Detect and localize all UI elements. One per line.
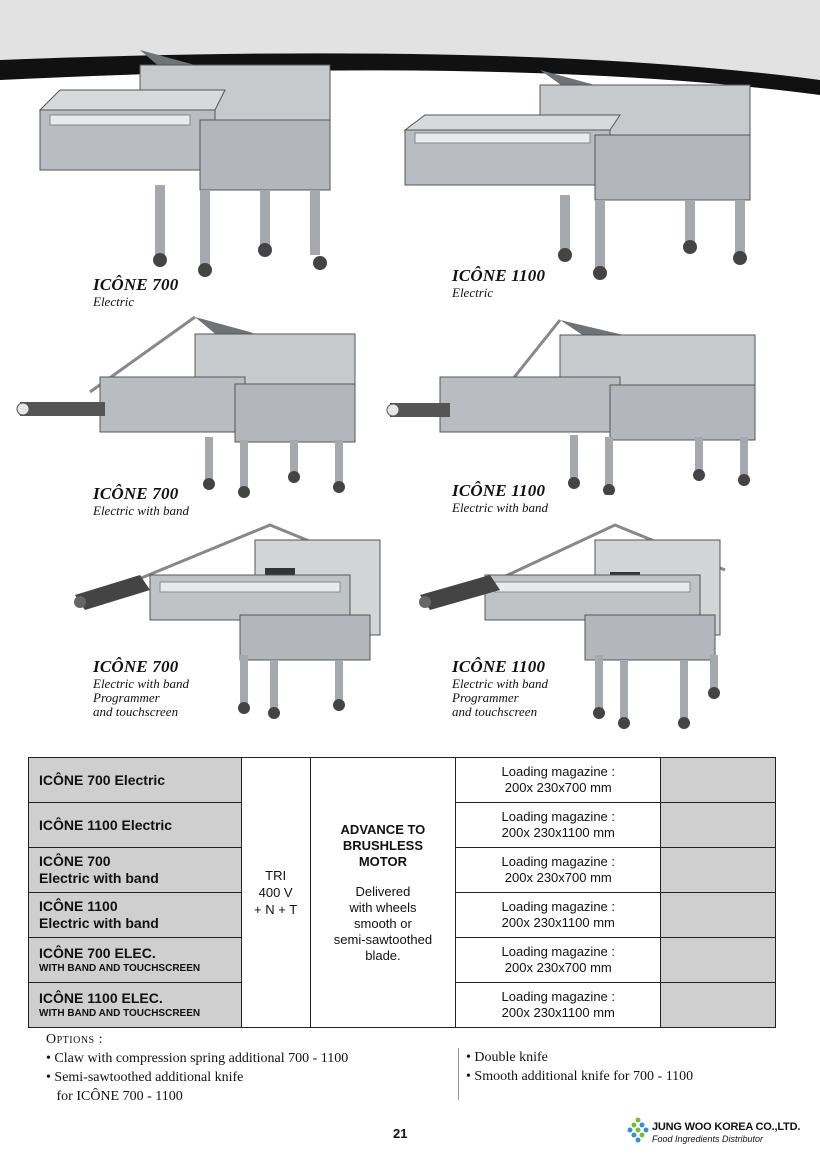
product-caption <box>452 657 548 719</box>
blank-cell <box>661 983 776 1028</box>
product-desc: Electric with band <box>93 676 190 691</box>
company-tagline: Food Ingredients Distributor <box>652 1134 764 1144</box>
magazine-label: Loading magazine : <box>501 944 616 959</box>
product-image-icone-700-band <box>15 312 360 502</box>
product-desc: and touchscreen <box>93 704 179 719</box>
blank-cell <box>661 848 776 893</box>
magazine-size: 200x 230x1100 mm <box>501 1005 615 1020</box>
logo-mark-icon <box>626 1117 650 1143</box>
product-desc: Electric <box>93 294 135 309</box>
product-desc: Electric with band <box>93 503 190 518</box>
motor-heading <box>311 822 455 870</box>
model-name: ICÔNE 700 Electric <box>39 771 166 788</box>
product-name: ICÔNE 1100 <box>452 657 546 676</box>
magazine-cell <box>456 983 661 1028</box>
blank-cell <box>661 938 776 983</box>
model-name-cell <box>29 983 242 1028</box>
magazine-cell <box>456 938 661 983</box>
options-divider <box>458 1048 459 1100</box>
model-name-cell <box>29 803 242 848</box>
company-name: JUNG WOO KOREA CO.,LTD. <box>652 1121 801 1133</box>
model-name: ICÔNE 1100 Electric <box>39 816 173 833</box>
product-desc: and touchscreen <box>452 704 538 719</box>
product-name: ICÔNE 700 <box>93 275 179 294</box>
magazine-size: 200x 230x1100 mm <box>501 915 615 930</box>
power-line: 400 V <box>258 885 293 900</box>
magazine-label: Loading magazine : <box>501 764 616 779</box>
model-name: ICÔNE 700 ELEC. <box>39 945 156 961</box>
product-desc: Programmer <box>93 690 160 705</box>
power-line: + N + T <box>254 902 298 917</box>
magazine-label: Loading magazine : <box>501 809 616 824</box>
options-left <box>46 1030 348 1106</box>
model-name: ICÔNE 700 <box>39 853 111 869</box>
magazine-size: 200x 230x1100 mm <box>501 825 615 840</box>
motor-text-line: Delivered <box>355 883 411 899</box>
product-caption <box>452 266 545 300</box>
option-item: • Semi-sawtoothed additional knife <box>46 1070 244 1085</box>
product-desc: Electric with band <box>452 500 549 515</box>
magazine-label: Loading magazine : <box>501 989 616 1004</box>
motor-heading-line: MOTOR <box>358 853 407 869</box>
model-name-cell <box>29 938 242 983</box>
product-caption <box>93 657 189 719</box>
motor-text-line: blade. <box>365 947 401 963</box>
model-name-cell <box>29 758 242 803</box>
motor-text-line: semi-sawtoothed <box>333 931 433 947</box>
product-desc: Electric with band <box>452 676 549 691</box>
model-name: ICÔNE 1100 <box>39 898 118 914</box>
magazine-size: 200x 230x700 mm <box>504 780 612 795</box>
spec-table <box>28 757 776 1028</box>
motor-text-line: smooth or <box>354 915 412 931</box>
product-caption <box>93 484 189 518</box>
product-name: ICÔNE 700 <box>93 484 179 503</box>
product-image-icone-1100-electric <box>400 65 760 285</box>
motor-heading-line: ADVANCE TO <box>340 821 426 837</box>
magazine-cell <box>456 758 661 803</box>
option-item: • Smooth additional knife for 700 - 1100 <box>466 1069 694 1084</box>
model-name-cell <box>29 893 242 938</box>
model-name-cell <box>29 848 242 893</box>
option-item: • Double knife <box>466 1050 548 1065</box>
model-name: ICÔNE 1100 ELEC. <box>39 990 163 1006</box>
company-logo <box>626 1117 801 1148</box>
power-line: TRI <box>265 868 287 883</box>
product-caption <box>93 275 178 309</box>
motor-heading-line: BRUSHLESS <box>342 837 424 853</box>
motor-text-line: with wheels <box>349 899 417 915</box>
motor-cell <box>310 758 455 1028</box>
model-sub: WITH BAND AND TOUCHSCREEN <box>39 1008 201 1019</box>
magazine-cell <box>456 848 661 893</box>
model-sub: Electric with band <box>39 915 159 931</box>
options-right <box>466 1048 693 1086</box>
magazine-size: 200x 230x700 mm <box>504 870 612 885</box>
magazine-label: Loading magazine : <box>501 854 616 869</box>
blank-cell <box>661 893 776 938</box>
magazine-label: Loading magazine : <box>501 899 616 914</box>
options-title: Options : <box>46 1032 104 1047</box>
magazine-cell <box>456 893 661 938</box>
page-number: 21 <box>393 1126 408 1141</box>
option-item: • Claw with compression spring additional 700 - 1100 <box>46 1051 349 1066</box>
blank-cell <box>661 758 776 803</box>
magazine-cell <box>456 803 661 848</box>
product-caption <box>452 481 548 515</box>
model-sub: WITH BAND AND TOUCHSCREEN <box>39 963 201 974</box>
model-sub: Electric with band <box>39 870 159 886</box>
product-desc: Programmer <box>452 690 519 705</box>
product-name: ICÔNE 1100 <box>452 266 546 285</box>
option-item: for ICÔNE 700 - 1100 <box>46 1089 183 1104</box>
power-cell <box>241 758 310 1028</box>
table-row <box>29 758 776 803</box>
product-desc: Electric <box>452 285 494 300</box>
magazine-size: 200x 230x700 mm <box>504 960 612 975</box>
product-image-icone-1100-band <box>385 315 765 495</box>
product-name: ICÔNE 700 <box>93 657 179 676</box>
blank-cell <box>661 803 776 848</box>
product-name: ICÔNE 1100 <box>452 481 546 500</box>
product-image-icone-700-electric <box>30 45 350 285</box>
